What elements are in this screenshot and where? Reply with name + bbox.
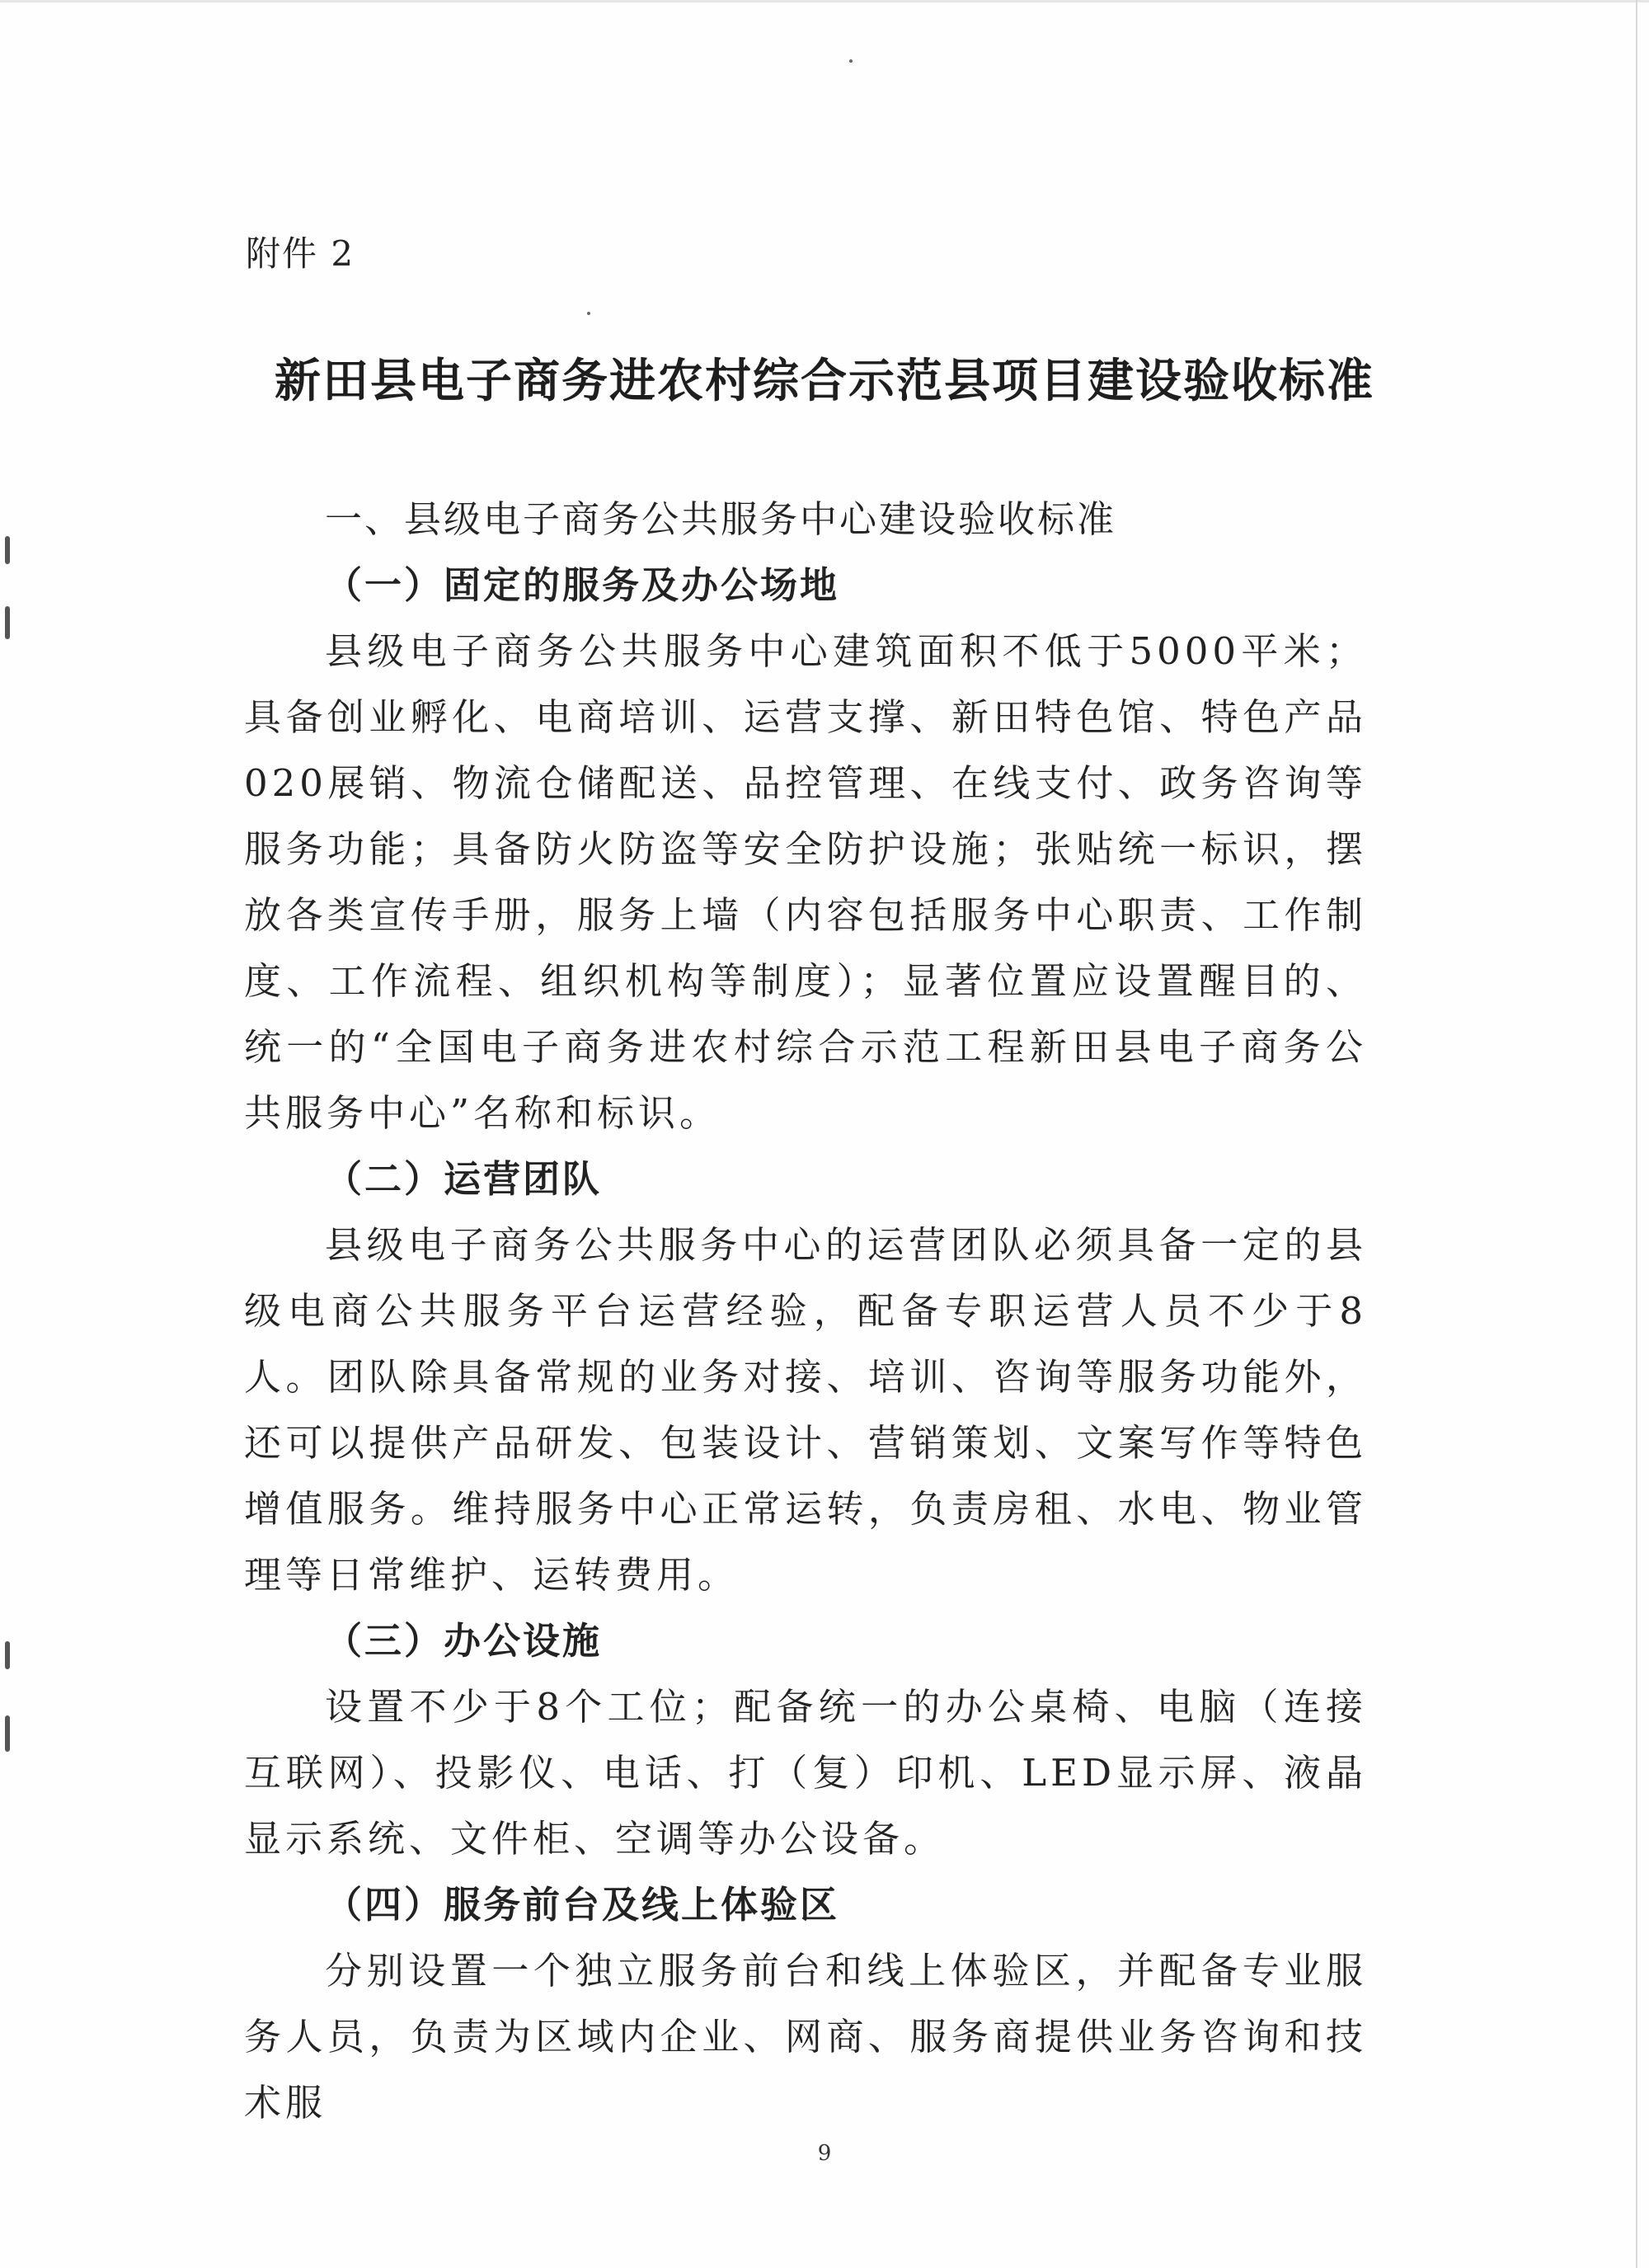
document-body xyxy=(244,487,1367,2136)
section-heading: 一、县级电子商务公共服务中心建设验收标准 xyxy=(325,497,1117,541)
subsection-heading-2: （二）运营团队 xyxy=(325,1157,603,1201)
attachment-label: 附件 2 xyxy=(246,233,355,274)
subsection-paragraph-3: 设置不少于8个工位；配备统一的办公桌椅、电脑（连接互联网）、投影仪、电话、打（复）印机、LED显示屏、液晶显示系统、文件柜、空调等办公设备。 xyxy=(244,1685,1367,1861)
page-number: 9 xyxy=(817,2141,832,2166)
page-right-edge xyxy=(1636,0,1637,2268)
subsection-heading-4: （四）服务前台及线上体验区 xyxy=(325,1883,840,1927)
subsection-heading-3: （三）办公设施 xyxy=(325,1619,603,1663)
subsection-heading-1: （一）固定的服务及办公场地 xyxy=(325,563,840,607)
binding-hole-mark xyxy=(5,1715,10,1752)
binding-hole-mark xyxy=(5,606,10,639)
subsection-paragraph-1: 县级电子商务公共服务中心建筑面积不低于5000平米；具备创业孵化、电商培训、运营支撑、新田特色馆、特色产品020展销、物流仓储配送、品控管理、在线支付、政务咨询等服务功能；具备防火防盗等安全防护设施；张贴统一标识，摆放各类宣传手册，服务上墙（内容包括服务中心职责、工作制度、工作流程、组织机构等制度）；显著位置应设置醒目的、统一的“全国电子商务进农村综合示范工程新田县电子商务公共服务中心”名称和标识。 xyxy=(244,629,1367,1135)
binding-hole-mark xyxy=(5,536,10,564)
document-title: 新田县电子商务进农村综合示范县项目建设验收标准 xyxy=(275,355,1374,408)
subsection-paragraph-2: 县级电子商务公共服务中心的运营团队必须具备一定的县级电商公共服务平台运营经验，配备专职运营人员不少于8人。团队除具备常规的业务对接、培训、咨询等服务功能外，还可以提供产品研发、包装设计、营销策划、文案写作等特色增值服务。维持服务中心正常运转，负责房租、水电、物业管理等日常维护、运转费用。 xyxy=(244,1223,1367,1597)
scan-speck xyxy=(849,59,853,63)
binding-hole-mark xyxy=(5,1641,10,1669)
page-top-edge xyxy=(0,0,1649,2)
subsection-paragraph-4: 分别设置一个独立服务前台和线上体验区，并配备专业服务人员，负责为区域内企业、网商、服务商提供业务咨询和技术服 xyxy=(244,1949,1367,2124)
scan-speck xyxy=(587,312,590,315)
